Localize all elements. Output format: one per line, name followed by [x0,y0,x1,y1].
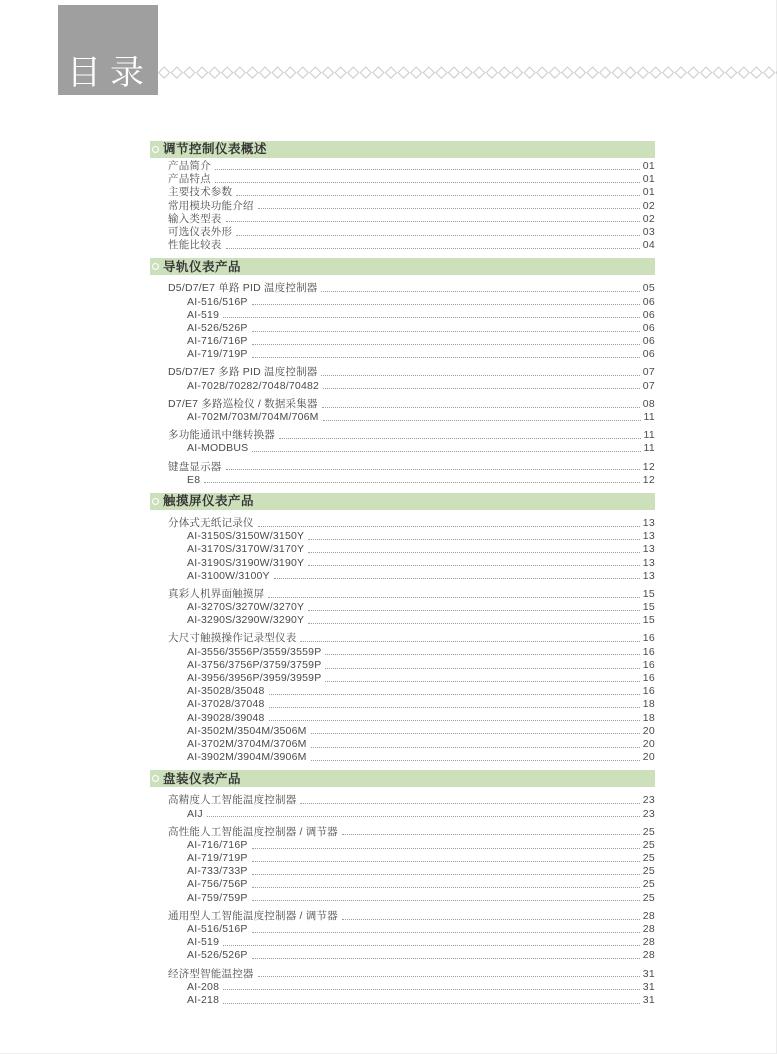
toc-entry-label: AI-39028/39048 [187,711,265,724]
toc-entry-page-number: 04 [642,239,655,252]
section-title: 盘装仪表产品 [163,771,242,786]
toc-entry[interactable] [150,685,655,698]
toc-entry[interactable] [150,226,655,239]
toc-entry-label: AI-3150S/3150W/3150Y [187,530,305,543]
toc-entry-label: AI-719/719P [187,852,248,865]
toc-entry-label: AI-3190S/3190W/3190Y [187,556,305,569]
toc-entry[interactable] [150,411,655,424]
toc-entry-page-number: 11 [643,429,655,442]
toc-entry[interactable] [150,348,655,361]
dotted-leader [226,469,640,470]
dotted-leader [311,733,640,734]
toc-entry-label: 真彩人机界面触摸屏 [168,587,265,600]
section-title: 触摸屏仪表产品 [163,494,255,509]
toc-entry-page-number: 31 [642,980,655,993]
toc-entry-page-number: 15 [642,614,655,627]
toc-entry[interactable] [150,160,655,173]
toc-entry-page-number: 18 [642,711,655,724]
toc-entry-page-number: 16 [642,685,655,698]
circle-bullet-icon [152,146,159,153]
dotted-leader [308,610,639,611]
toc-entry-label: AI-3902M/3904M/3906M [187,751,307,764]
dotted-leader [268,597,639,598]
toc-entry-label: 主要技术参数 [168,186,233,199]
toc-entry-label: AI-3556/3556P/3559/3559P [187,645,322,658]
dotted-leader [252,848,640,849]
dotted-leader [215,169,640,170]
toc-entry-page-number: 07 [642,379,655,392]
toc-entry-page-number: 25 [642,838,655,851]
toc-entry-label: AI-516/516P [187,923,248,935]
toc-entry-label: AI-3170S/3170W/3170Y [187,543,305,556]
dotted-leader [223,1003,640,1004]
toc-entry-label: 多功能通讯中继转换器 [168,429,275,442]
toc-entry-page-number: 03 [642,225,655,238]
dotted-leader [226,221,640,222]
toc-entry[interactable] [150,442,655,455]
toc-entry[interactable] [150,892,655,905]
toc-entry-page-number: 20 [642,751,655,764]
toc-entry-page-number: 13 [642,516,655,529]
circle-bullet-icon [152,498,159,505]
toc-entry[interactable] [150,543,655,556]
toc-entry-label: 性能比较表 [168,239,222,252]
toc-entry[interactable] [150,570,655,583]
toc-entry-label: AIJ [187,807,203,820]
toc-entry-label: 常用模块功能介绍 [168,199,254,212]
toc-entry[interactable] [150,910,655,923]
toc-entry[interactable] [150,968,655,981]
dotted-leader [342,919,640,920]
toc-entry-label: AI-759/759P [187,891,248,904]
dotted-leader [308,539,639,540]
toc-entry[interactable] [150,923,655,936]
toc-entry-label: AI-218 [187,993,220,1006]
toc-entry[interactable] [150,949,655,962]
toc-entry-page-number: 13 [642,556,655,569]
dotted-leader [308,565,639,566]
dotted-leader [252,887,640,888]
section-header [150,493,655,510]
toc-entry-label: AI-3702M/3704M/3706M [187,737,307,750]
toc-section [150,141,655,252]
dotted-leader [269,707,640,708]
toc-entry-label: 经济型智能温控器 [168,967,254,980]
toc-entry-label: 高性能人工智能温度控制器 / 调节器 [168,825,338,838]
page-title: 目录 [67,54,153,92]
toc-entry[interactable] [150,588,655,601]
dotted-leader [342,834,640,835]
section-items [150,158,655,252]
toc-entry[interactable] [150,239,655,252]
dotted-leader [252,304,640,305]
toc-entry[interactable] [150,725,655,738]
dotted-leader [323,388,640,389]
toc-entry[interactable] [150,461,655,474]
toc-entry[interactable] [150,309,655,322]
toc-entry-page-number: 25 [642,878,655,891]
toc-entry-page-number: 18 [642,698,655,711]
table-of-contents [150,141,655,1013]
toc-entry-label: 通用型人工智能温度控制器 / 调节器 [168,909,338,922]
toc-entry-page-number: 11 [643,442,655,455]
toc-entry[interactable] [150,530,655,543]
toc-entry-label: AI-37028/37048 [187,698,265,711]
toc-entry-label: 大尺寸触摸操作记录型仪表 [168,632,297,645]
dotted-leader [321,291,639,292]
toc-entry[interactable] [150,826,655,839]
toc-entry-page-number: 13 [642,543,655,556]
toc-entry-label: AI-35028/35048 [187,685,265,698]
toc-entry-page-number: 13 [642,569,655,582]
header-block [58,5,158,95]
toc-entry-page-number: 31 [642,967,655,980]
section-items [150,275,655,487]
toc-entry-label: AI-MODBUS [187,442,249,455]
dotted-leader [236,235,640,236]
toc-entry[interactable] [150,186,655,199]
toc-entry-label: AI-208 [187,980,220,993]
toc-entry-label: D7/E7 多路巡检仪 / 数据采集器 [168,397,318,410]
toc-entry-page-number: 05 [642,282,655,295]
dotted-leader [325,668,639,669]
toc-entry-label: AI-3502M/3504M/3506M [187,724,307,737]
toc-entry-page-number: 06 [642,295,655,308]
dotted-leader [300,803,639,804]
toc-entry[interactable] [150,738,655,751]
toc-entry-page-number: 11 [643,411,655,423]
toc-entry[interactable] [150,659,655,672]
dotted-leader [204,482,639,483]
toc-entry[interactable] [150,213,655,226]
toc-entry[interactable] [150,852,655,865]
toc-entry[interactable] [150,601,655,614]
toc-entry-page-number: 06 [642,335,655,348]
section-header [150,770,655,787]
toc-entry-page-number: 28 [642,923,655,935]
dotted-leader [322,407,640,408]
dotted-leader [207,816,640,817]
toc-entry[interactable] [150,865,655,878]
dotted-leader [325,654,639,655]
toc-entry-page-number: 16 [642,658,655,671]
dotted-leader [252,932,640,933]
toc-entry-label: AI-3270S/3270W/3270Y [187,601,305,614]
dotted-leader [252,357,640,358]
toc-entry-page-number: 31 [642,993,655,1006]
toc-section [150,770,655,1007]
toc-entry[interactable] [150,200,655,213]
toc-entry-label: AI-7028/70282/7048/70482 [187,379,320,392]
toc-entry[interactable] [150,380,655,393]
toc-entry[interactable] [150,282,655,295]
circle-bullet-icon [152,775,159,782]
section-title: 调节控制仪表概述 [163,142,268,157]
toc-entry-page-number: 12 [642,460,655,473]
toc-entry-label: AI-526/526P [187,949,248,962]
toc-entry[interactable] [150,794,655,807]
toc-entry[interactable] [150,808,655,821]
section-items [150,787,655,1007]
diamond-divider-icon [158,64,777,81]
toc-entry-label: E8 [187,473,201,486]
toc-entry-page-number: 25 [642,852,655,865]
toc-entry-label: 分体式无纸记录仪 [168,516,254,529]
toc-entry-page-number: 20 [642,737,655,750]
toc-entry-page-number: 15 [642,601,655,614]
toc-entry-page-number: 07 [642,366,655,379]
toc-entry-label: AI-702M/703M/704M/706M [187,411,319,423]
dotted-leader [321,375,639,376]
dotted-leader [252,451,640,452]
toc-entry[interactable] [150,429,655,442]
toc-entry-label: 产品简介 [168,160,211,172]
toc-entry[interactable] [150,698,655,711]
toc-entry[interactable] [150,398,655,411]
toc-entry[interactable] [150,672,655,685]
toc-entry[interactable] [150,981,655,994]
toc-entry-label: AI-756/756P [187,878,248,891]
dotted-leader [252,874,640,875]
toc-entry-page-number: 20 [642,724,655,737]
toc-entry[interactable] [150,322,655,335]
toc-section [150,258,655,487]
toc-entry-label: AI-3756/3756P/3759/3759P [187,658,322,671]
dotted-leader [258,208,640,209]
toc-entry-label: AI-716/716P [187,838,248,851]
toc-entry-page-number: 13 [642,530,655,543]
toc-entry[interactable] [150,366,655,379]
toc-entry-label: 输入类型表 [168,212,222,225]
section-items [150,510,655,764]
dotted-leader [252,861,640,862]
toc-entry-page-number: 01 [642,173,655,186]
toc-entry-label: AI-526/526P [187,321,248,334]
toc-entry[interactable] [150,614,655,627]
dotted-leader [258,526,640,527]
toc-entry-page-number: 06 [642,348,655,361]
toc-entry[interactable] [150,474,655,487]
toc-entry-page-number: 16 [642,632,655,645]
toc-entry-page-number: 16 [642,672,655,684]
circle-bullet-icon [152,263,159,270]
toc-entry[interactable] [150,632,655,645]
toc-entry-page-number: 28 [642,909,655,922]
toc-entry-label: AI-716/716P [187,335,248,348]
dotted-leader [252,958,640,959]
toc-entry-page-number: 25 [642,825,655,838]
dotted-leader [300,641,639,642]
toc-entry-page-number: 08 [642,397,655,410]
toc-entry[interactable] [150,839,655,852]
toc-entry-page-number: 12 [642,473,655,486]
dotted-leader [236,195,640,196]
toc-entry-page-number: 06 [642,321,655,334]
dotted-leader [258,976,640,977]
toc-entry-label: D5/D7/E7 多路 PID 温度控制器 [168,366,318,379]
dotted-leader [252,331,640,332]
section-title: 导轨仪表产品 [163,259,242,274]
dotted-leader [252,900,640,901]
toc-entry[interactable] [150,646,655,659]
toc-entry[interactable] [150,994,655,1007]
dotted-leader [279,438,641,439]
toc-entry-label: 可选仪表外形 [168,225,233,238]
toc-entry-label: 键盘显示器 [168,460,222,473]
section-header [150,141,655,158]
toc-entry-label: AI-516/516P [187,295,248,308]
toc-entry[interactable] [150,173,655,186]
dotted-leader [308,552,639,553]
toc-entry[interactable] [150,335,655,348]
toc-entry-page-number: 16 [642,645,655,658]
toc-entry-label: AI-719/719P [187,348,248,361]
dotted-leader [226,248,640,249]
dotted-leader [223,945,640,946]
toc-entry-page-number: 02 [642,212,655,225]
toc-section [150,493,655,764]
toc-entry-label: AI-3100W/3100Y [187,569,270,582]
toc-entry-label: AI-519 [187,308,220,321]
toc-entry-label: AI-3956/3956P/3959/3959P [187,672,322,684]
toc-entry-label: AI-519 [187,936,220,949]
toc-entry-label: 高精度人工智能温度控制器 [168,794,297,807]
dotted-leader [323,420,641,421]
dotted-leader [223,317,640,318]
dotted-leader [274,578,640,579]
toc-entry-label: 产品特点 [168,173,211,186]
toc-entry-label: AI-3290S/3290W/3290Y [187,614,305,627]
toc-entry-page-number: 23 [642,794,655,807]
dotted-leader [223,989,640,990]
toc-entry[interactable] [150,751,655,764]
toc-entry[interactable] [150,557,655,570]
dotted-leader [252,344,640,345]
toc-entry[interactable] [150,936,655,949]
dotted-leader [325,681,639,682]
toc-entry-page-number: 23 [642,807,655,820]
toc-entry[interactable] [150,878,655,891]
dotted-leader [311,760,640,761]
dotted-leader [269,720,640,721]
toc-entry-page-number: 15 [642,587,655,600]
toc-entry[interactable] [150,517,655,530]
toc-entry-label: D5/D7/E7 单路 PID 温度控制器 [168,282,318,295]
dotted-leader [269,694,640,695]
toc-entry-page-number: 28 [642,936,655,949]
dotted-leader [311,747,640,748]
toc-entry-page-number: 25 [642,891,655,904]
dotted-leader [308,623,639,624]
toc-entry-page-number: 01 [642,186,655,199]
toc-entry-page-number: 28 [642,949,655,962]
toc-entry[interactable] [150,296,655,309]
toc-entry-page-number: 25 [642,865,655,878]
toc-entry-label: AI-733/733P [187,865,248,878]
toc-entry[interactable] [150,712,655,725]
toc-entry-page-number: 06 [642,308,655,321]
dotted-leader [215,182,640,183]
toc-entry-page-number: 01 [642,160,655,172]
toc-entry-page-number: 02 [642,199,655,212]
section-header [150,258,655,275]
